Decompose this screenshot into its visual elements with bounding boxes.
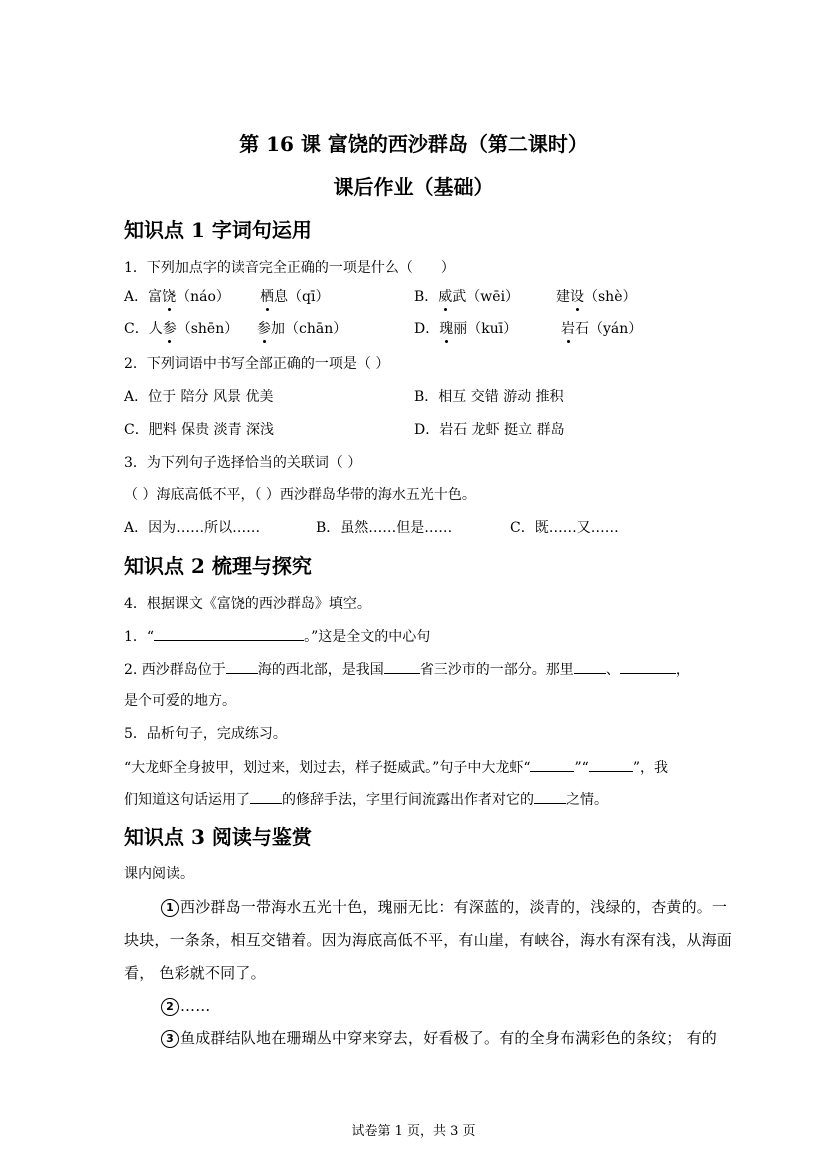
paragraph-number-1: 1	[161, 899, 179, 917]
q1-c1-dotted: 参	[162, 321, 177, 337]
page-title: 第 16 课 富饶的西沙群岛（第二课时）	[239, 132, 588, 156]
p2-text: ……	[180, 997, 211, 1015]
section-heading-1: 知识点 1 字词句运用	[124, 218, 312, 242]
q1-option-a2	[260, 287, 329, 307]
q4-1-prefix: 1．“	[124, 629, 155, 645]
q3-option-b: B．虽然……但是……	[316, 520, 453, 536]
section-heading-2: 知识点 2 梳理与探究	[124, 554, 312, 578]
q5-blank-3[interactable]	[250, 789, 282, 804]
reading-paragraph-1-line-2: 块块，一条条，相互交错着。因为海底高低不平，有山崖，有峡谷，海水有深有浅，从海面	[124, 931, 733, 949]
q4-item-2	[124, 659, 690, 680]
q1-option-a-label: A．	[124, 289, 149, 305]
q4-item-2-line2: 是个可爱的地方。	[124, 693, 236, 709]
q1-stem: 1．下列加点字的读音完全正确的一项是什么（ ）	[124, 260, 455, 276]
q1-d1-dotted: 瑰	[439, 321, 454, 337]
q3-option-c: C．既……又……	[510, 520, 619, 536]
q5-line2-c: 之情。	[566, 792, 608, 808]
q4-2-blank-2[interactable]	[620, 659, 676, 674]
page-subtitle: 课后作业（基础）	[333, 175, 494, 199]
q5-line1-b: ”“	[574, 760, 589, 776]
p3-text: 鱼成群结队地在珊瑚丛中穿来穿去，好看极了。有的全身布满彩色的条纹； 有的	[180, 1029, 717, 1047]
q2-stem: 2．下列词语中书写全部正确的一项是（ ）	[124, 356, 390, 372]
q1-b2-dotted: 设	[570, 289, 584, 305]
reading-paragraph-1-line-1	[161, 896, 727, 918]
q4-item-1	[124, 626, 430, 647]
q4-1-blank[interactable]	[154, 626, 304, 641]
q4-2-part-e: ，	[675, 662, 690, 678]
q4-2-part-d: 、	[605, 662, 620, 678]
q5-line-1	[124, 757, 668, 778]
q5-line1-a: “大龙虾全身披甲，划过来，划过去，样子挺威武。”句子中大龙虾“	[124, 760, 531, 776]
q1-c2-dotted: 参	[257, 321, 271, 337]
q5-line-2	[124, 789, 608, 810]
q4-1-suffix: 。”这是全文的中心句	[304, 629, 431, 645]
q1-option-c2	[257, 319, 347, 339]
q1-a2-dotted: 栖	[260, 289, 274, 305]
q1-option-b	[414, 287, 519, 307]
q5-line2-a: 们知道这句话运用了	[124, 792, 250, 808]
q5-line2-b: 的修辞手法，字里行间流露出作者对它的	[282, 792, 534, 808]
reading-paragraph-1-line-3: 看， 色彩就不同了。	[124, 964, 266, 982]
q4-2-part-c: 省三沙市的一部分。那里	[419, 662, 574, 678]
q1-b1-rest: 武（wēi）	[452, 289, 520, 305]
q5-blank-4[interactable]	[534, 789, 566, 804]
q4-2-part-a: 2. 西沙群岛位于	[124, 662, 226, 678]
q1-d2-rest: 石（yán）	[575, 321, 643, 337]
q5-blank-1[interactable]	[530, 757, 574, 772]
q1-a2-rest: 息（qī）	[274, 289, 330, 305]
q1-d2-dotted: 岩	[561, 321, 575, 337]
q5-stem: 5．品析句子，完成练习。	[124, 726, 287, 742]
q4-stem: 4．根据课文《富饶的西沙群岛》填空。	[124, 596, 371, 612]
reading-intro: 课内阅读。	[124, 866, 194, 882]
q1-option-a	[124, 287, 230, 307]
q5-blank-2[interactable]	[589, 757, 633, 772]
q1-option-b-label: B．	[414, 289, 439, 305]
p1-line1-text: 西沙群岛一带海水五光十色，瑰丽无比：有深蓝的，淡青的，浅绿的，杏黄的。一	[180, 898, 728, 916]
q1-option-c-label: C．	[124, 321, 149, 337]
q4-2-blank-province[interactable]	[384, 659, 420, 674]
q4-2-blank-1[interactable]	[574, 659, 606, 674]
q1-a1-dotted: 饶	[162, 289, 177, 305]
section-heading-3: 知识点 3 阅读与鉴赏	[124, 825, 312, 849]
q2-option-b: B．相互 交错 游动 推积	[414, 389, 564, 405]
q1-a1-pre: 富	[148, 289, 163, 305]
q1-option-d-label: D．	[414, 321, 440, 337]
page-footer: 试卷第 1 页，共 3 页	[351, 1124, 476, 1139]
q4-2-blank-sea[interactable]	[226, 659, 258, 674]
q3-option-a: A．因为……所以……	[124, 520, 261, 536]
q3-sentence: （ ）海底高低不平，（ ）西沙群岛华带的海水五光十色。	[124, 487, 476, 503]
q1-a1-pinyin: （náo）	[176, 289, 230, 305]
q2-option-d: D．岩石 龙虾 挺立 群岛	[414, 422, 565, 438]
q1-c1-pinyin: （shēn）	[176, 321, 239, 337]
q1-b2-pre: 建	[556, 289, 570, 305]
q1-option-c	[124, 319, 238, 339]
q3-stem: 3．为下列句子选择恰当的关联词（ ）	[124, 455, 362, 471]
paragraph-number-2: 2	[161, 998, 179, 1016]
q2-option-c: C．肥料 保贵 淡青 深浅	[124, 422, 275, 438]
q1-b1-dotted: 威	[438, 289, 453, 305]
q1-c1-pre: 人	[148, 321, 163, 337]
paragraph-number-3: 3	[161, 1030, 179, 1048]
q1-b2-pinyin: （shè）	[584, 289, 637, 305]
reading-paragraph-3	[161, 1027, 717, 1049]
q4-2-part-b: 海的西北部，是我国	[257, 662, 384, 678]
q1-option-b2	[556, 287, 637, 307]
q5-line1-c: ”，我	[632, 760, 668, 776]
reading-paragraph-2	[161, 995, 210, 1017]
q1-d1-rest: 丽（kuī）	[453, 321, 518, 337]
q1-option-d	[414, 319, 517, 339]
q2-option-a: A．位于 陪分 风景 优美	[124, 389, 274, 405]
q1-option-d2	[561, 319, 642, 339]
q1-c2-rest: 加（chān）	[271, 321, 348, 337]
